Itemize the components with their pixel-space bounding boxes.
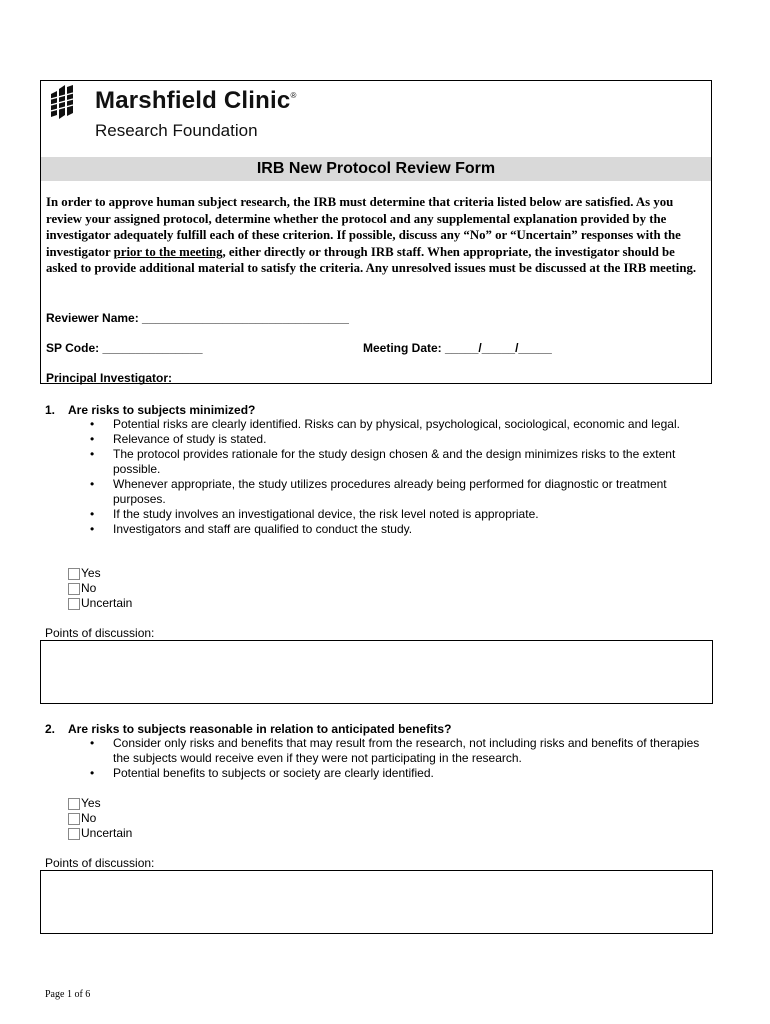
- principal-investigator-field[interactable]: Principal Investigator: _______________________________: [46, 371, 383, 385]
- yes-checkbox[interactable]: [68, 798, 80, 810]
- list-item: • Consider only risks and benefits that may result from the research, not including risks and benefits of therapies the subjects would receive even if they were not participating in the research.: [90, 736, 702, 766]
- answer-no[interactable]: No: [68, 811, 132, 826]
- meeting-date-field[interactable]: Meeting Date: _____/_____/_____: [363, 341, 552, 355]
- list-item: • The protocol provides rationale for the study design chosen & and the design minimizes risks to the extent possible.: [90, 447, 702, 477]
- points-of-discussion-label: Points of discussion:: [45, 626, 155, 640]
- points-of-discussion-input-2[interactable]: [40, 870, 713, 934]
- answer-uncertain[interactable]: Uncertain: [68, 596, 132, 611]
- question-1-title: 1. Are risks to subjects minimized?: [45, 403, 256, 417]
- reviewer-name-field[interactable]: Reviewer Name: _______________________________: [46, 311, 349, 325]
- list-item: • If the study involves an investigational device, the risk level noted is appropriate.: [90, 507, 702, 522]
- answer-uncertain[interactable]: Uncertain: [68, 826, 132, 841]
- uncertain-checkbox[interactable]: [68, 828, 80, 840]
- points-of-discussion-input-1[interactable]: [40, 640, 713, 704]
- yes-checkbox[interactable]: [68, 568, 80, 580]
- list-item: • Relevance of study is stated.: [90, 432, 702, 447]
- form-header: [40, 80, 712, 384]
- no-checkbox[interactable]: [68, 813, 80, 825]
- list-item: • Potential benefits to subjects or society are clearly identified.: [90, 766, 702, 781]
- brand-name: Marshfield Clinic®: [95, 87, 297, 114]
- question-2-title: 2. Are risks to subjects reasonable in relation to anticipated benefits?: [45, 722, 452, 736]
- no-checkbox[interactable]: [68, 583, 80, 595]
- sp-code-field[interactable]: SP Code: _______________: [46, 341, 203, 355]
- question-2-answers: [68, 796, 132, 841]
- answer-no[interactable]: No: [68, 581, 132, 596]
- question-1-criteria: [90, 417, 702, 537]
- brand-subtitle: Research Foundation: [95, 121, 258, 140]
- form-title: IRB New Protocol Review Form: [41, 157, 711, 181]
- answer-yes[interactable]: Yes: [68, 566, 132, 581]
- answer-yes[interactable]: Yes: [68, 796, 132, 811]
- list-item: • Whenever appropriate, the study utilizes procedures already being performed for diagnostic or treatment purposes.: [90, 477, 702, 507]
- intro-paragraph: In order to approve human subject research, the IRB must determine that criteria listed below are satisfied. As you review your assigned protocol, determine whether the protocol and any supplemental explanation provided by the investigator adequately fulfill each of these criterion. If possible, discuss any “No” or “Uncertain” responses with the investigator prior to the meeting, either directly or through IRB staff. When appropriate, the investigator should be asked to provide additional material to satisfy the criteria. Any unresolved issues must be discussed at the IRB meeting.: [46, 195, 697, 276]
- list-item: • Investigators and staff are qualified to conduct the study.: [90, 522, 702, 537]
- question-2-criteria: [90, 736, 702, 781]
- points-of-discussion-label: Points of discussion:: [45, 856, 155, 870]
- marshfield-logo-icon: [51, 85, 81, 119]
- page-number: Page 1 of 6: [45, 989, 91, 1000]
- list-item: • Potential risks are clearly identified. Risks can by physical, psychological, sociological, economic and legal.: [90, 417, 702, 432]
- question-1-answers: [68, 566, 132, 611]
- uncertain-checkbox[interactable]: [68, 598, 80, 610]
